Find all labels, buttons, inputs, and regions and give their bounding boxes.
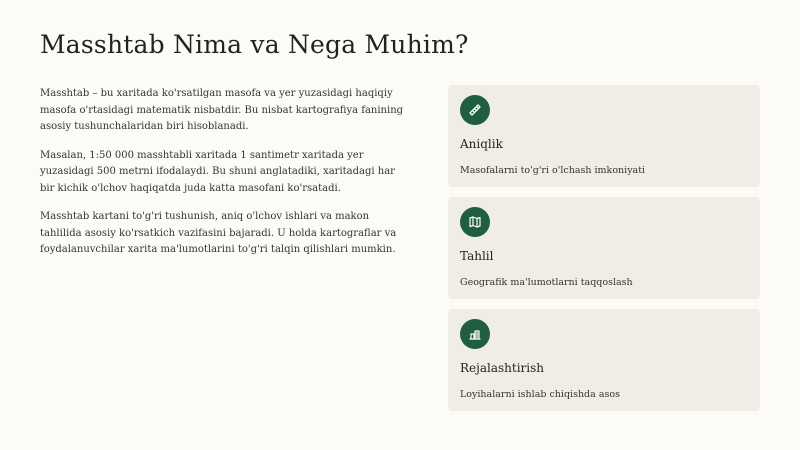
card-description: Geografik ma'lumotlarni taqqoslash [460,277,633,288]
ruler-icon [460,95,490,125]
card-description: Loyihalarni ishlab chiqishda asos [460,389,620,400]
card-planning [448,309,760,411]
card-title: Tahlil [460,249,494,263]
card-title: Aniqlik [460,137,503,151]
page-title: Masshtab Nima va Nega Muhim? [40,30,469,59]
card-analysis [448,197,760,299]
map-icon [460,207,490,237]
card-description: Masofalarni to'g'ri o'lchash imkoniyati [460,165,646,176]
card-accuracy [448,85,760,187]
intro-text [40,86,412,271]
intro-paragraph: Masshtab kartani to'g'ri tushunish, aniq o'lchov ishlari va makon tahlilida asosiy ko'rsatkich vazifasini bajaradi. U holda kartograflar va foydalanuvchilar xarita ma'lumotlarini to'g'ri talqin qilishlari mumkin. [40,211,397,255]
card-title: Rejalashtirish [460,361,545,375]
feature-cards [448,85,760,421]
planning-icon [460,319,490,349]
intro-paragraph: Masshtab – bu xaritada ko'rsatilgan masofa va yer yuzasidagi haqiqiy masofa o'rtasidagi matematik nisbatdir. Bu nisbat kartografiya fanining asosiy tushunchalaridan biri hisoblanadi. [40,88,404,132]
intro-paragraph: Masalan, 1:50 000 masshtabli xaritada 1 santimetr xaritada yer yuzasidagi 500 metrni ifodalaydi. Bu shuni anglatadiki, xaritadagi har bir kichik o'lchov haqiqatda juda katta masofani ko'rsatadi. [40,149,395,194]
